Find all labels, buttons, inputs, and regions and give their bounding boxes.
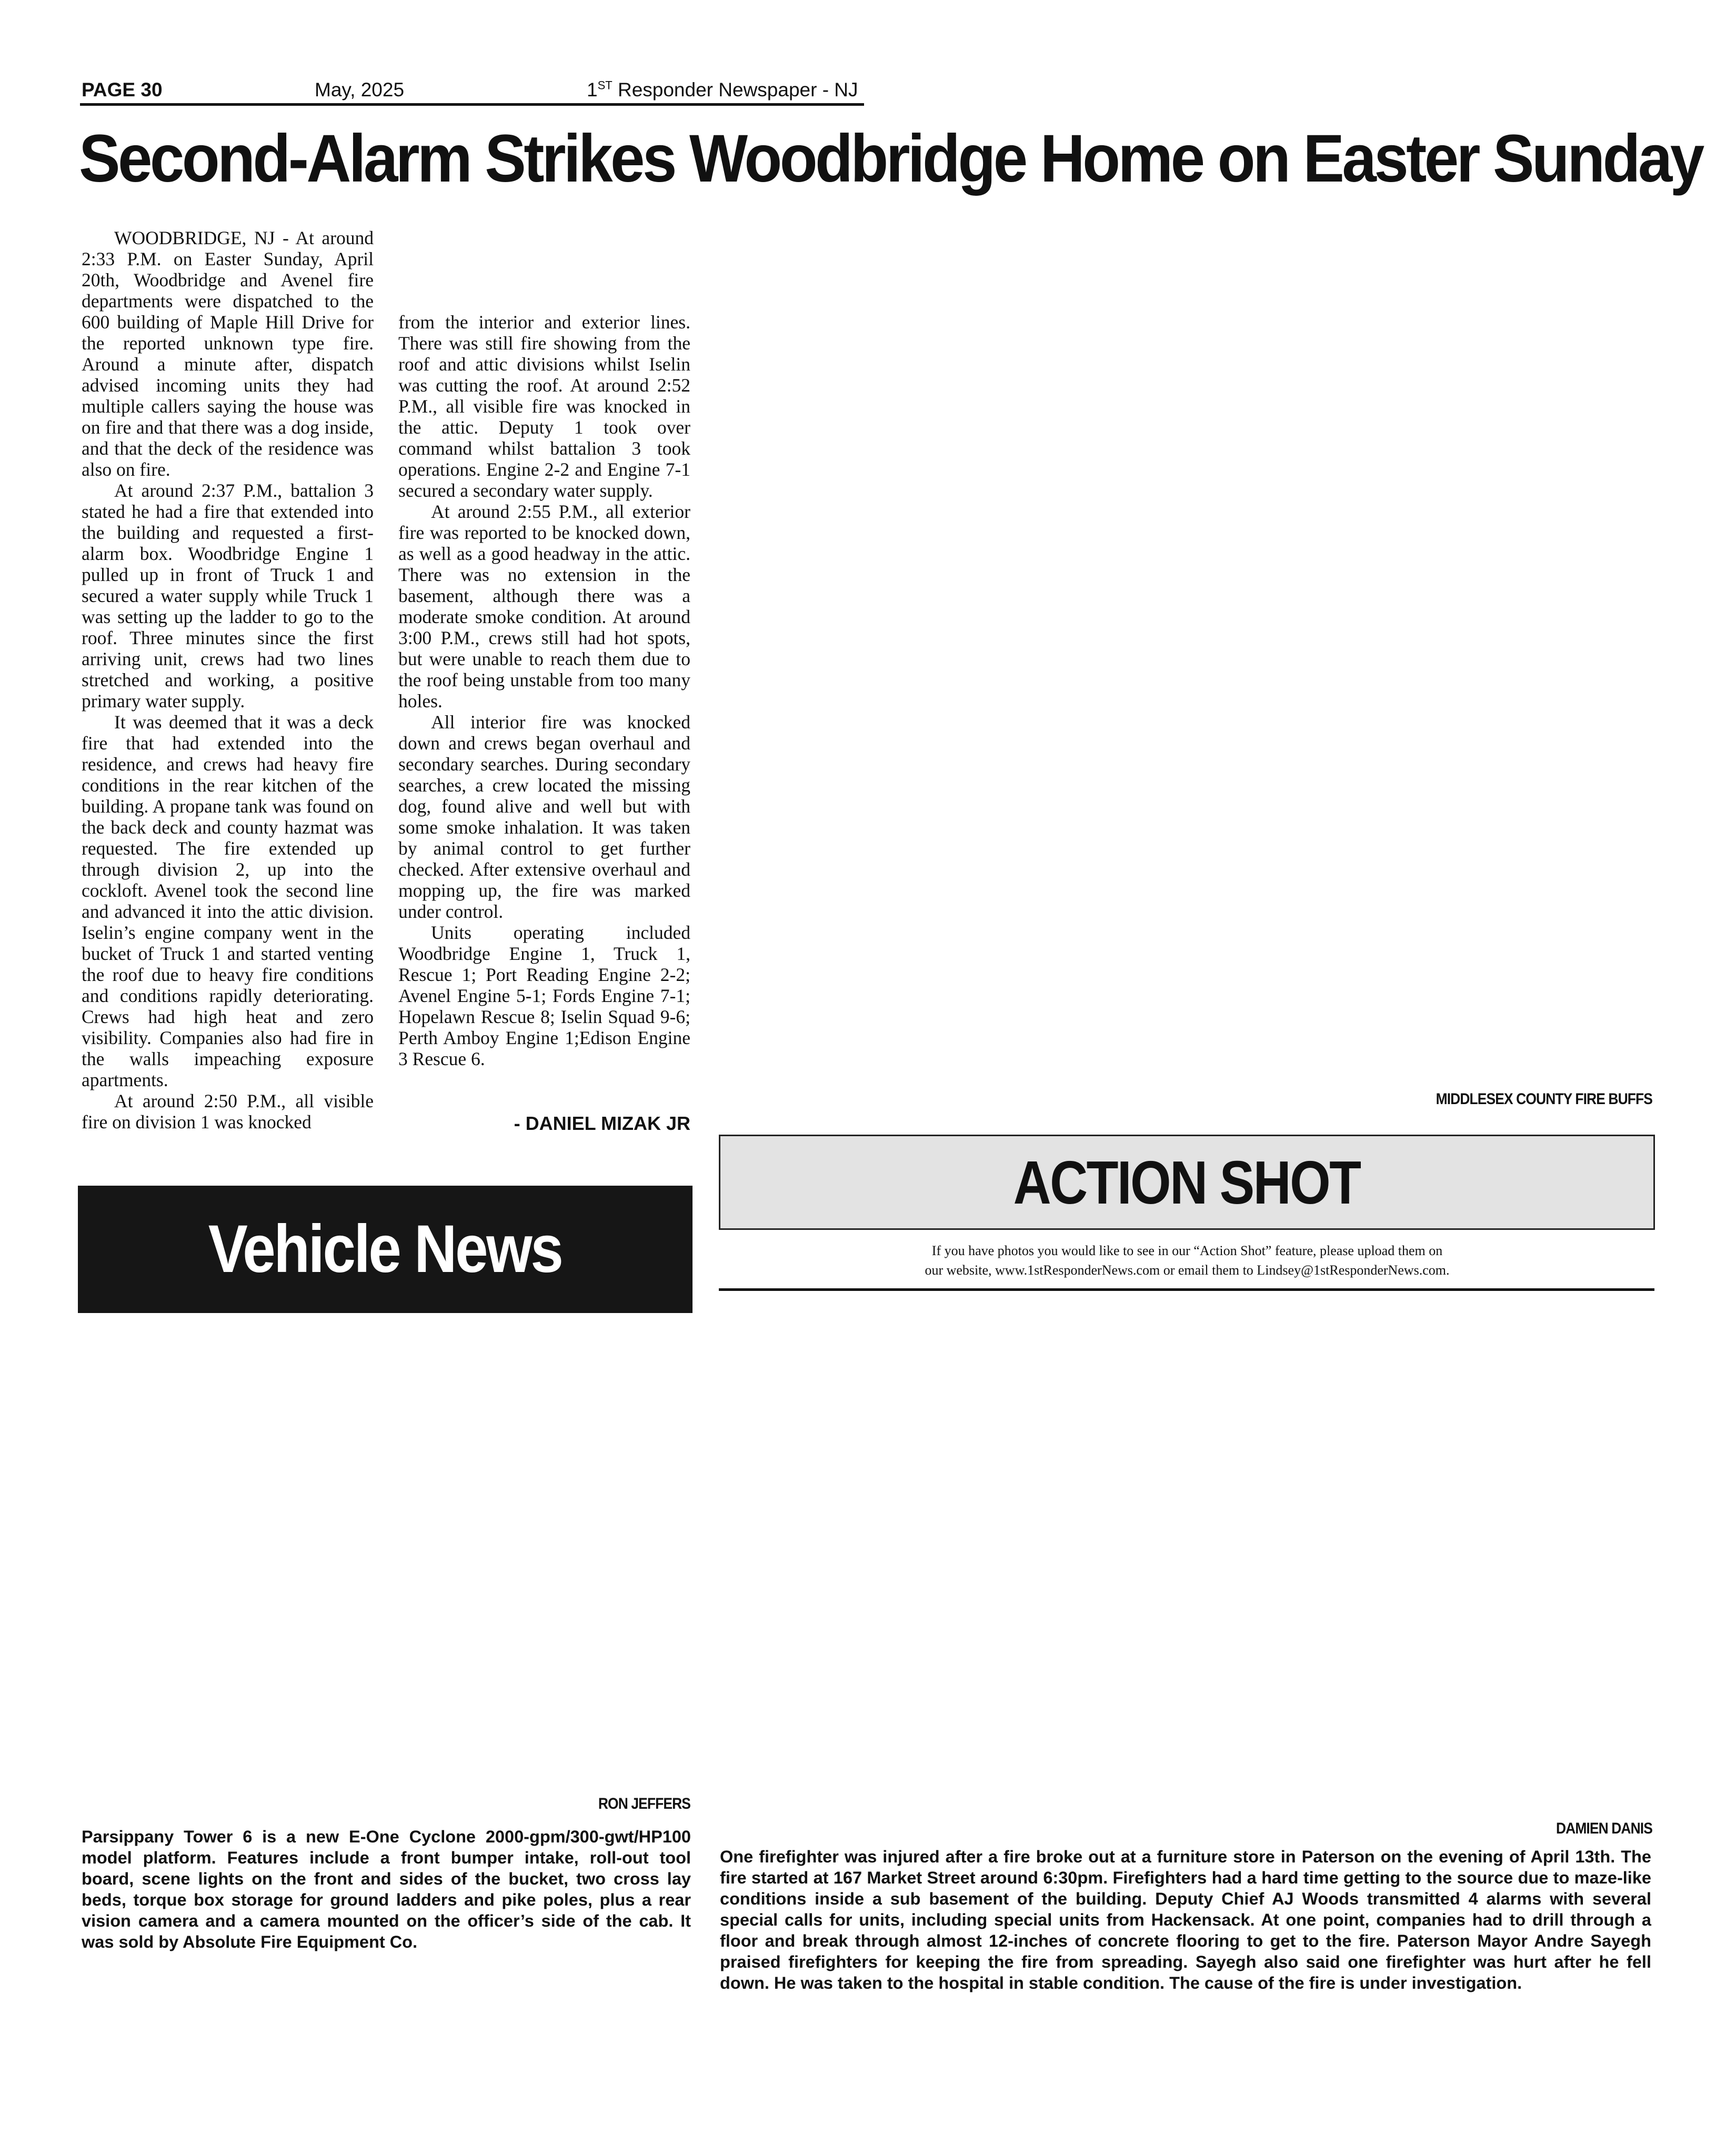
action-shot-title: ACTION SHOT <box>1013 1148 1360 1217</box>
vehicle-news-title: Vehicle News <box>208 1211 562 1287</box>
newspaper-name-number: 1 <box>587 79 598 101</box>
issue-date: May, 2025 <box>315 79 405 101</box>
newspaper-name-rest: Responder Newspaper - NJ <box>612 79 858 101</box>
action-shot-note-line: If you have photos you would like to see in our “Action Shot” feature, please upload them on <box>931 1243 1443 1258</box>
vehicle-news-caption: Parsippany Tower 6 is a new E-One Cyclone 2000-gpm/300-gwt/HP100 model platform. Features include a front bumper intake, roll-out tool board, scene lights on the front and sides of the bucket, two cross lay beds, torque box storage for ground ladders and pike poles, plus a rear vision camera and a camera mounted on the officer’s side of the cab. It was sold by Absolute Fire Equipment Co. <box>82 1827 691 1951</box>
folio-rule <box>80 103 864 106</box>
action-shot-rule <box>719 1288 1654 1291</box>
vehicle-news-photo-credit: RON JEFFERS <box>598 1795 690 1812</box>
article-column-1 <box>82 227 374 1133</box>
action-shot-photo-credit: DAMIEN DANIS <box>1556 1820 1652 1837</box>
article-column-2 <box>398 312 690 1069</box>
vehicle-news-banner <box>78 1186 693 1313</box>
page-number: PAGE 30 <box>82 79 163 101</box>
action-shot-banner <box>719 1135 1655 1230</box>
article-paragraph: At around 2:50 P.M., all visible fire on division 1 was knocked <box>82 1090 374 1133</box>
action-shot-caption: One firefighter was injured after a fire broke out at a furniture store in Paterson on the evening of April 13th. The fire started at 167 Market Street around 6:30pm. Firefighters had a hard time getting to the source due to maze-like conditions inside a sub basement of the building. Deputy Chief AJ Woods transmitted 4 alarms with several special calls for units, including special units from Hackensack. At one point, companies had to drill through a floor and break through almost 12-inches of concrete flooring to get to the fire. Paterson Mayor Andre Sayegh praised firefighters for keeping the fire from spreading. Sayegh also said one firefighter was hurt after he fell down. He was taken to the hospital in stable condition. The cause of the fire is under investigation. <box>720 1847 1651 1992</box>
article-paragraph: WOODBRIDGE, NJ - At around 2:33 P.M. on Easter Sunday, April 20th, Woodbridge and Avenel fire departments were dispatched to the 600 building of Maple Hill Drive for the reported unknown type fire. Around a minute after, dispatch advised incoming units they had multiple callers saying the house was on fire and that there was a dog inside, and that the deck of the residence was also on fire. <box>82 227 374 480</box>
article-photo <box>719 226 1653 1079</box>
vehicle-news-photo <box>78 1329 693 1797</box>
newspaper-name <box>587 80 858 99</box>
photo-credit: MIDDLESEX COUNTY FIRE BUFFS <box>1436 1090 1652 1108</box>
article-paragraph: It was deemed that it was a deck fire that had extended into the residence, and crews had heavy fire conditions in the rear kitchen of the building. A propane tank was found on the back deck and county hazmat was requested. The fire extended up through division 2, up into the cockloft. Avenel took the second line and advanced it into the attic division. Iselin’s engine company went in the bucket of Truck 1 and started venting the roof due to heavy fire conditions and conditions rapidly deteriorating. Crews had high heat and zero visibility. Companies also had fire in the walls impeaching exposure apartments. <box>82 712 374 1090</box>
action-shot-submission-note <box>719 1241 1655 1280</box>
newspaper-name-superscript: ST <box>597 78 613 92</box>
action-shot-note-line: our website, www.1stResponderNews.com or email them to Lindsey@1stResponderNews.com. <box>925 1263 1450 1278</box>
action-shot-photo <box>719 1308 1653 1813</box>
article-headline: Second-Alarm Strikes Woodbridge Home on Easter Sunday <box>79 121 1702 196</box>
article-byline: - DANIEL MIZAK JR <box>514 1113 690 1134</box>
article-paragraph: Units operating included Woodbridge Engine 1, Truck 1, Rescue 1; Port Reading Engine 2-2; Avenel Engine 5-1; Fords Engine 7-1; Hopelawn Rescue 8; Iselin Squad 9-6; Perth Amboy Engine 1;Edison Engine 3 Rescue 6. <box>398 922 690 1069</box>
article-paragraph: All interior fire was knocked down and crews began overhaul and secondary searches. During secondary searches, a crew located the missing dog, found alive and well but with some smoke inhalation. It was taken by animal control to get further checked. After extensive overhaul and mopping up, the fire was marked under control. <box>398 712 690 922</box>
article-paragraph: At around 2:55 P.M., all exterior fire was reported to be knocked down, as well as a good headway in the attic. There was no extension in the basement, although there was a moderate smoke condition. At around 3:00 P.M., crews still had hot spots, but were unable to reach them due to the roof being unstable from too many holes. <box>398 501 690 712</box>
article-paragraph-continued: from the interior and exterior lines. There was still fire showing from the roof and attic divisions whilst Iselin was cutting the roof. At around 2:52 P.M., all visible fire was knocked in the attic. Deputy 1 took over command whilst battalion 3 took operations. Engine 2-2 and Engine 7-1 secured a secondary water supply. <box>398 312 690 501</box>
article-paragraph: At around 2:37 P.M., battalion 3 stated he had a fire that extended into the building and requested a first-alarm box. Woodbridge Engine 1 pulled up in front of Truck 1 and secured a water supply while Truck 1 was setting up the ladder to go to the roof. Three minutes since the first arriving unit, crews had two lines stretched and working, a positive primary water supply. <box>82 480 374 712</box>
